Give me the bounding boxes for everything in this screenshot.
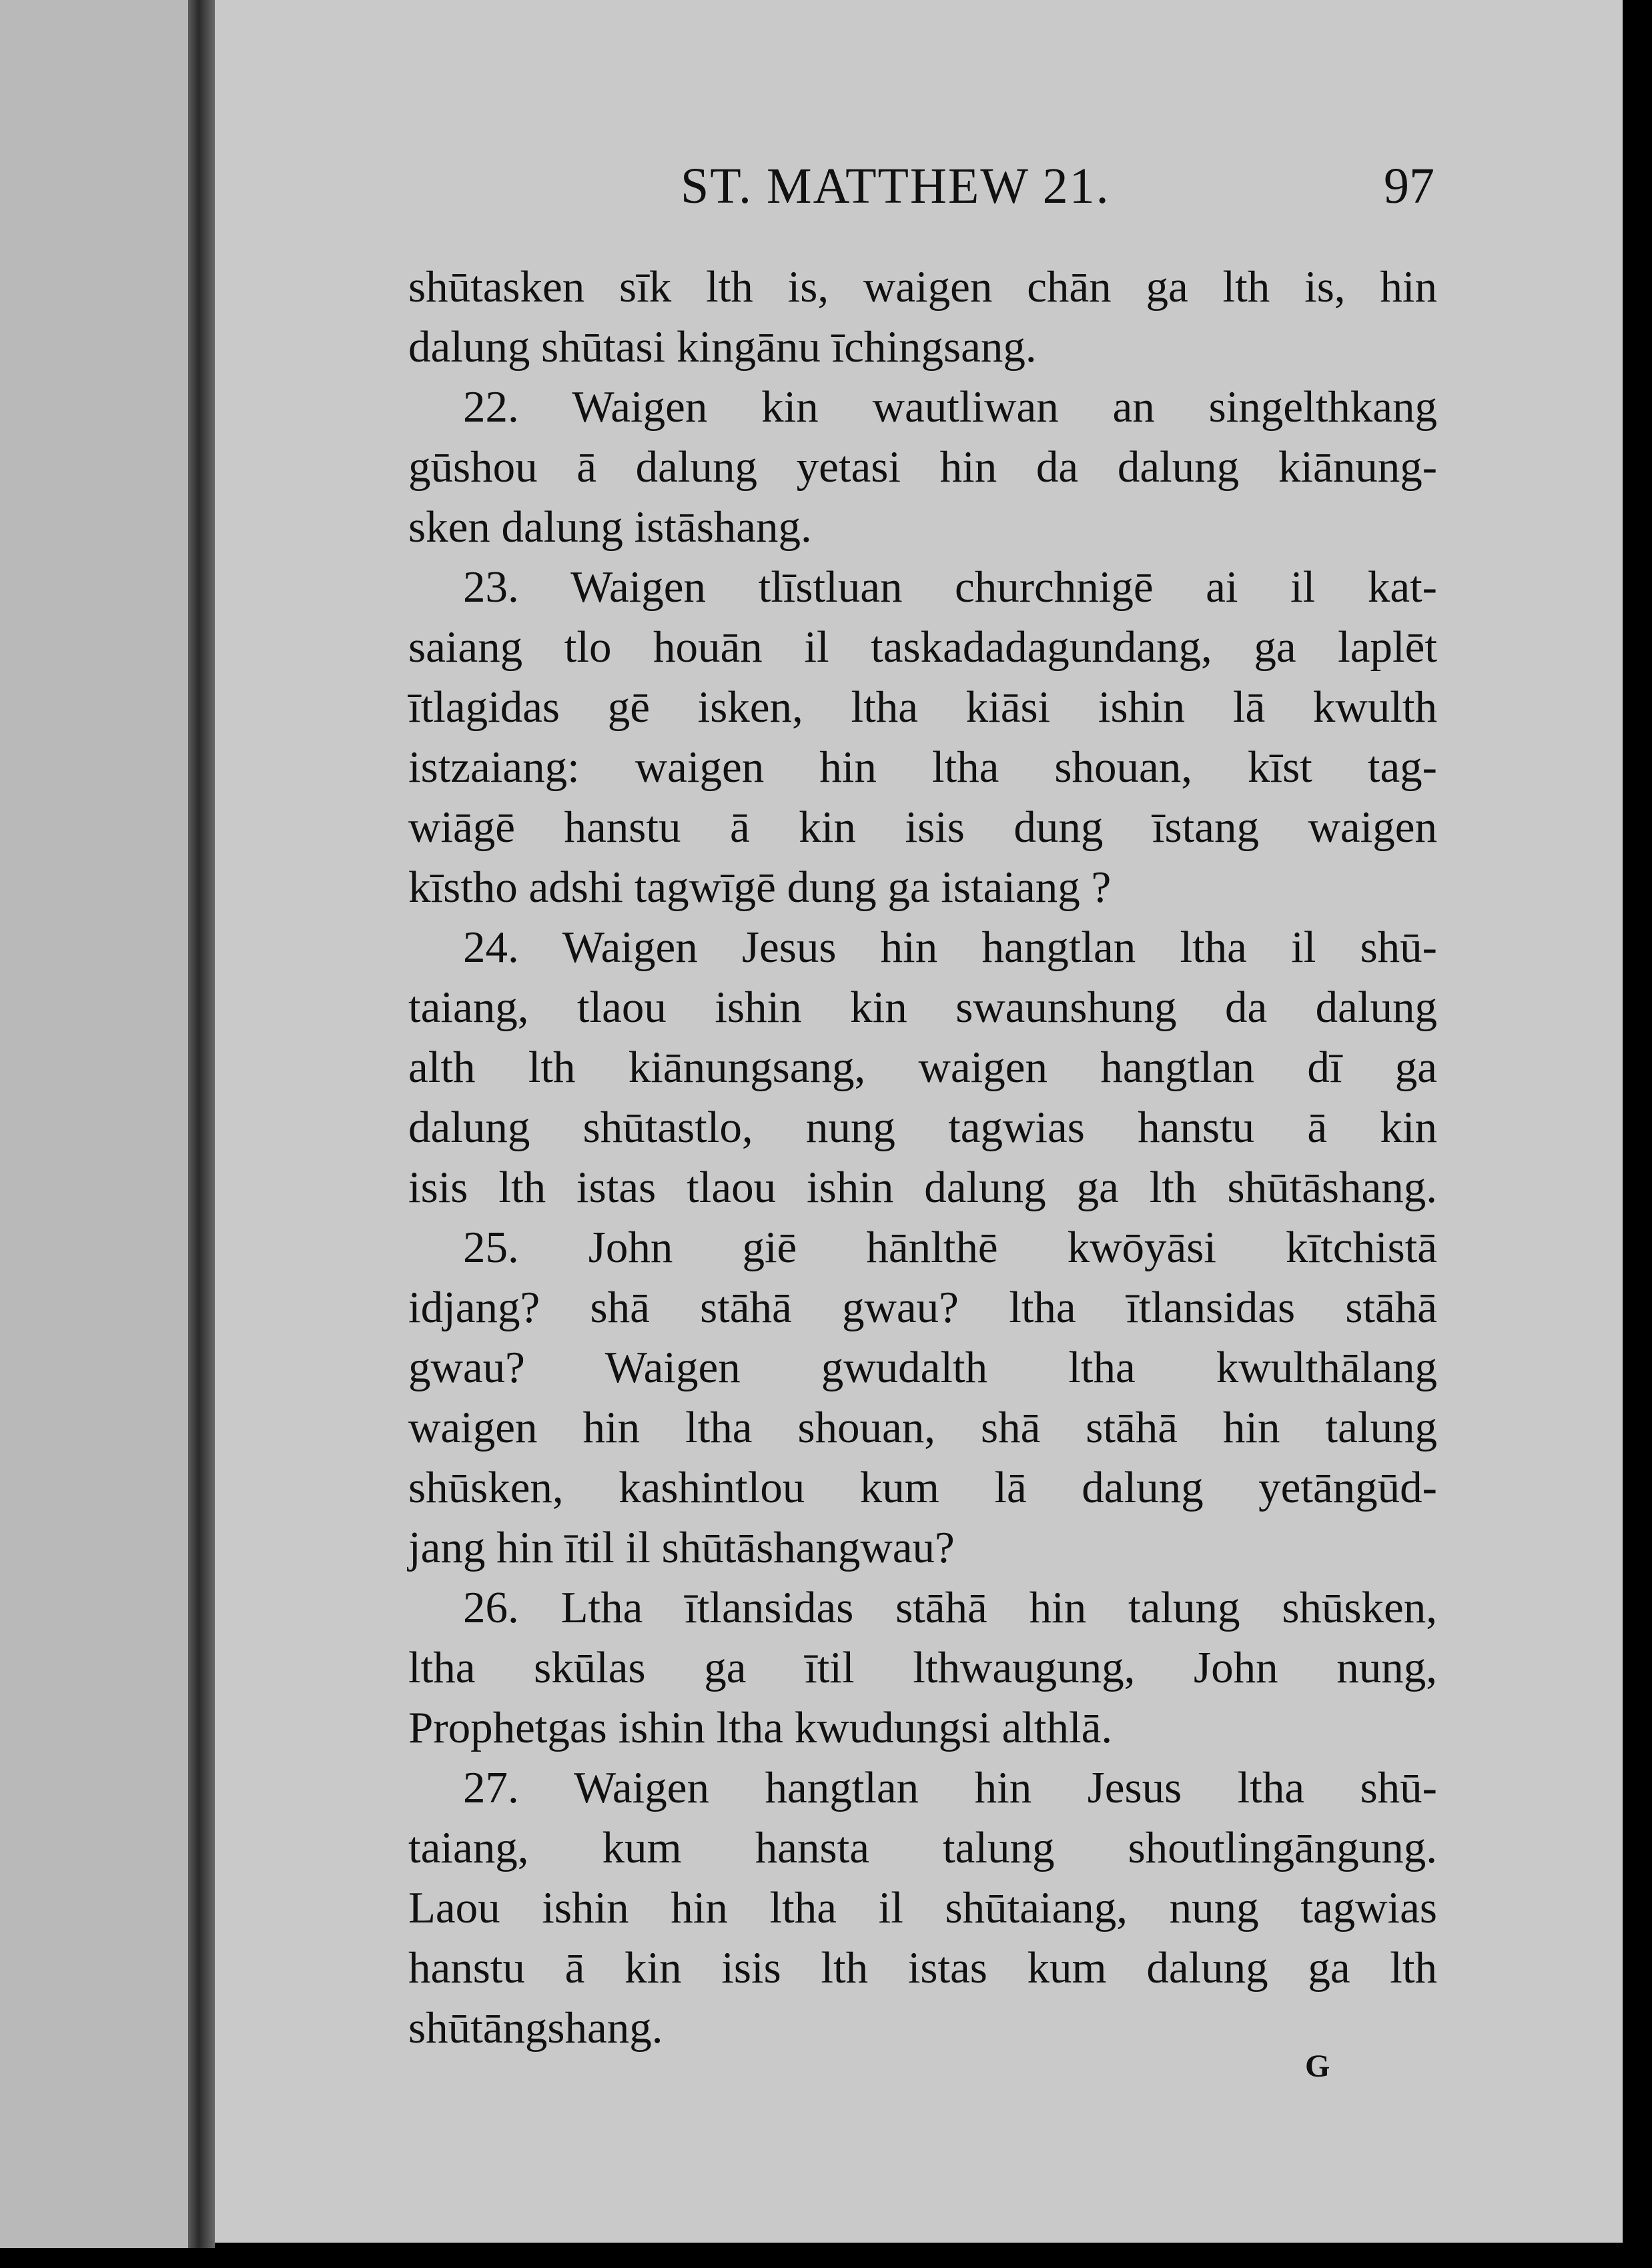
text-line: gwau? Waigen gwudalth ltha kwulthālang bbox=[408, 1343, 1437, 1392]
text-line: dalung shūtastlo, nung tagwias hanstu ā kin bbox=[408, 1103, 1437, 1152]
verse-line: 25. John giē hānlthē kwōyāsi kītchistā bbox=[463, 1223, 1437, 1272]
text-line: taiang, tlaou ishin kin swaunshung da dalung bbox=[408, 983, 1437, 1032]
verse-line: 24. Waigen Jesus hin hangtlan ltha il shū- bbox=[463, 923, 1437, 972]
text-line: Laou ishin hin ltha il shūtaiang, nung tagwias bbox=[408, 1883, 1437, 1932]
text-line: idjang? shā stāhā gwau? ltha ītlansidas stāhā bbox=[408, 1283, 1437, 1332]
text-line: Prophetgas ishin ltha kwudungsi althlā. bbox=[408, 1703, 1113, 1752]
text-line: ltha skūlas ga ītil lthwaugung, John nung, bbox=[408, 1643, 1437, 1692]
verse-line: 27. Waigen hangtlan hin Jesus ltha shū- bbox=[463, 1763, 1437, 1812]
verse-line: 22. Waigen kin wautliwan an singelthkang bbox=[463, 382, 1437, 432]
page-header bbox=[681, 157, 1434, 217]
body-text bbox=[408, 257, 1437, 2058]
text-line: dalung shūtasi kingānu īchingsang. bbox=[408, 322, 1037, 372]
text-line: sken dalung istāshang. bbox=[408, 502, 812, 552]
text-line: shūsken, kashintlou kum lā dalung yetāngūd- bbox=[408, 1463, 1437, 1512]
text-line: wiāgē hanstu ā kin isis dung īstang waigen bbox=[408, 802, 1437, 852]
text-line: jang hin ītil il shūtāshangwau? bbox=[408, 1523, 955, 1572]
text-line: istzaiang: waigen hin ltha shouan, kīst tag- bbox=[408, 742, 1437, 792]
text-line: saiang tlo houān il taskadadagundang, ga laplēt bbox=[408, 622, 1437, 672]
running-title: ST. MATTHEW 21. bbox=[681, 158, 1110, 214]
text-line: taiang, kum hansta talung shoutlingāngung. bbox=[408, 1823, 1437, 1872]
facing-page-edge bbox=[0, 0, 200, 2248]
text-line: gūshou ā dalung yetasi hin da dalung kiānung- bbox=[408, 442, 1437, 492]
text-line: shūtāngshang. bbox=[408, 2003, 663, 2053]
text-line: alth lth kiānungsang, waigen hangtlan dī ga bbox=[408, 1043, 1437, 1092]
text-line: hanstu ā kin isis lth istas kum dalung ga lth bbox=[408, 1943, 1437, 1993]
text-line: isis lth istas tlaou ishin dalung ga lth shūtāshang. bbox=[408, 1163, 1437, 1212]
book-spine bbox=[188, 0, 215, 2248]
verse-line: 23. Waigen tlīstluan churchnigē ai il kat- bbox=[463, 562, 1437, 612]
signature-mark: G bbox=[1305, 2049, 1330, 2084]
text-line: shūtasken sīk lth is, waigen chān ga lth is, hin bbox=[408, 262, 1437, 312]
page-number: 97 bbox=[1384, 158, 1434, 214]
text-line: waigen hin ltha shouan, shā stāhā hin talung bbox=[408, 1403, 1437, 1452]
text-line: kīstho adshi tagwīgē dung ga istaiang ? bbox=[408, 863, 1112, 912]
text-line: ītlagidas gē isken, ltha kiāsi ishin lā kwulth bbox=[408, 682, 1437, 732]
verse-line: 26. Ltha ītlansidas stāhā hin talung shūsken, bbox=[463, 1583, 1437, 1632]
